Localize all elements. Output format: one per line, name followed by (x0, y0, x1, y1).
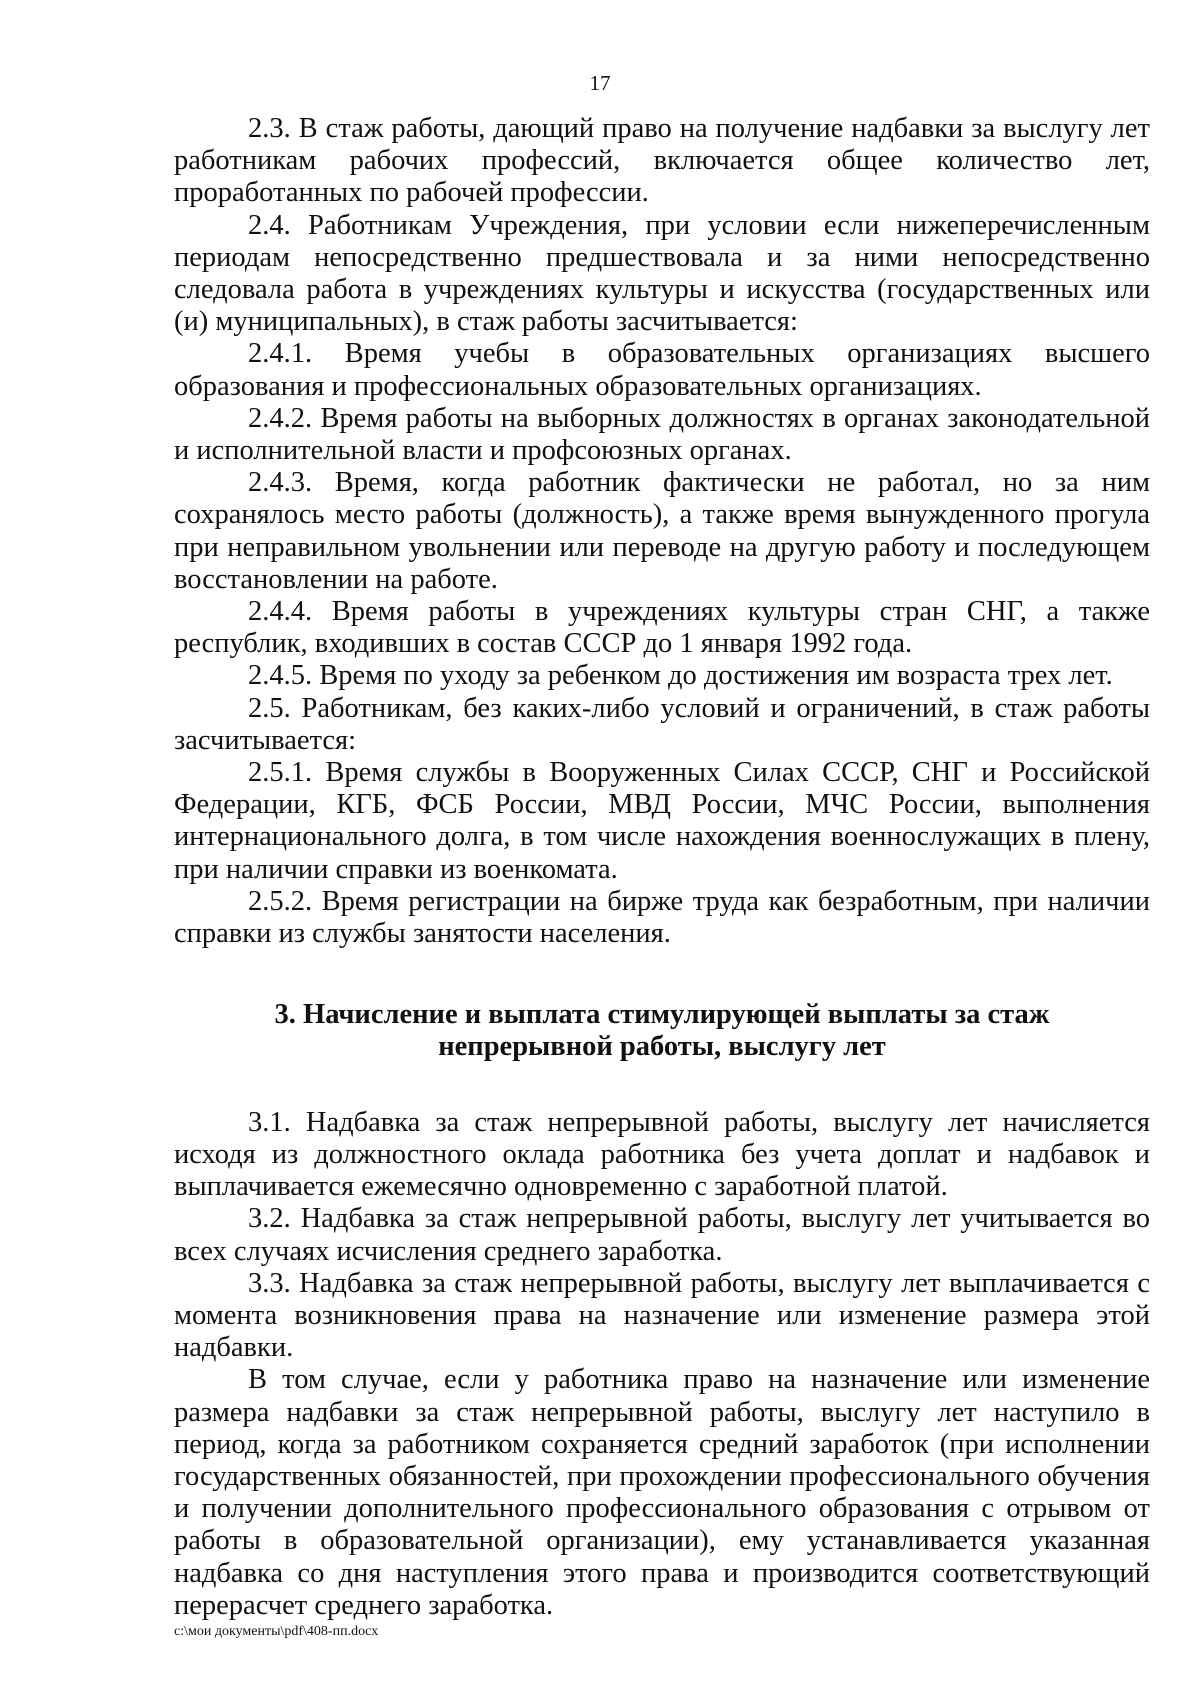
paragraph-2-4-5: 2.4.5. Время по уходу за ребенком до достижения им возраста трех лет. (248, 660, 1113, 692)
page-number: 17 (589, 71, 611, 95)
footer-file-path: c:\мои документы\pdf\408-пп.docx (174, 1624, 379, 1639)
paragraph-2-3: 2.3. В стаж работы, дающий право на получение надбавки за выслугу лет работникам рабочих профессий, включается общее количество лет, проработанных по рабочей профессии. (174, 113, 1150, 209)
paragraph-2-4: 2.4. Работникам Учреждения, при условии если нижеперечисленным периодам непосредственно предшествовала и за ними непосредственно следовала работа в учреждениях культуры и искусства (государственных или (и) муниципальных), в стаж работы засчитывается: (174, 209, 1150, 338)
paragraph-3-2: 3.2. Надбавка за стаж непрерывной работы, выслугу лет учитывается во всех случаях исчисления среднего заработка. (174, 1203, 1150, 1267)
paragraph-3-1: 3.1. Надбавка за стаж непрерывной работы, выслугу лет начисляется исходя из должностного оклада работника без учета доплат и надбавок и выплачивается ежемесячно одновременно с заработной платой. (174, 1106, 1150, 1203)
paragraph-2-5-2: 2.5.2. Время регистрации на бирже труда как безработным, при наличии справки из службы занятости населения. (174, 885, 1150, 950)
document-body (174, 113, 1150, 1622)
paragraph-2-4-3: 2.4.3. Время, когда работник фактически не работал, но за ним сохранялось место работы (должность), а также время вынужденного прогула при неправильном увольнении или переводе на другую работу и последующем восстановлении на работе. (174, 467, 1150, 595)
paragraph-2-4-2: 2.4.2. Время работы на выборных должностях в органах законодательной и исполнительной власти и профсоюзных органах. (174, 402, 1150, 467)
paragraph-2-4-1: 2.4.1. Время учебы в образовательных организациях высшего образования и профессиональных образовательных организациях. (174, 338, 1150, 402)
paragraph-3-3: 3.3. Надбавка за стаж непрерывной работы, выслугу лет выплачивается с момента возникновения права на назначение или изменение размера этой надбавки. (174, 1267, 1150, 1364)
section-heading (174, 999, 1150, 1063)
paragraph-2-5: 2.5. Работникам, без каких-либо условий и ограничений, в стаж работы засчитывается: (174, 692, 1150, 756)
paragraph-2-5-1: 2.5.1. Время службы в Вооруженных Силах СССР, СНГ и Российской Федерации, КГБ, ФСБ России, МВД России, МЧС России, выполнения интернационального долга, в том числе нахождения военнослужащих в плену, при наличии справки из военкомата. (174, 757, 1150, 885)
section-heading-line-2: непрерывной работы, выслугу лет (438, 1031, 886, 1063)
section-heading-line-1: 3. Начисление и выплата стимулирующей выплаты за стаж (274, 999, 1050, 1031)
paragraph-3-3-continuation: В том случае, если у работника право на назначение или изменение размера надбавки за стаж непрерывной работы, выслугу лет наступило в период, когда за работником сохраняется средний заработок (при исполнении государственных обязанностей, при прохождении профессионального обучения и получении дополнительного профессионального образования с отрывом от работы в образовательной организации), ему устанавливается указанная надбавка со дня наступления этого права и производится соответствующий перерасчет среднего заработка. (174, 1364, 1150, 1621)
paragraph-2-4-4: 2.4.4. Время работы в учреждениях культуры стран СНГ, а также республик, входивших в состав СССР до 1 января 1992 года. (174, 596, 1150, 660)
